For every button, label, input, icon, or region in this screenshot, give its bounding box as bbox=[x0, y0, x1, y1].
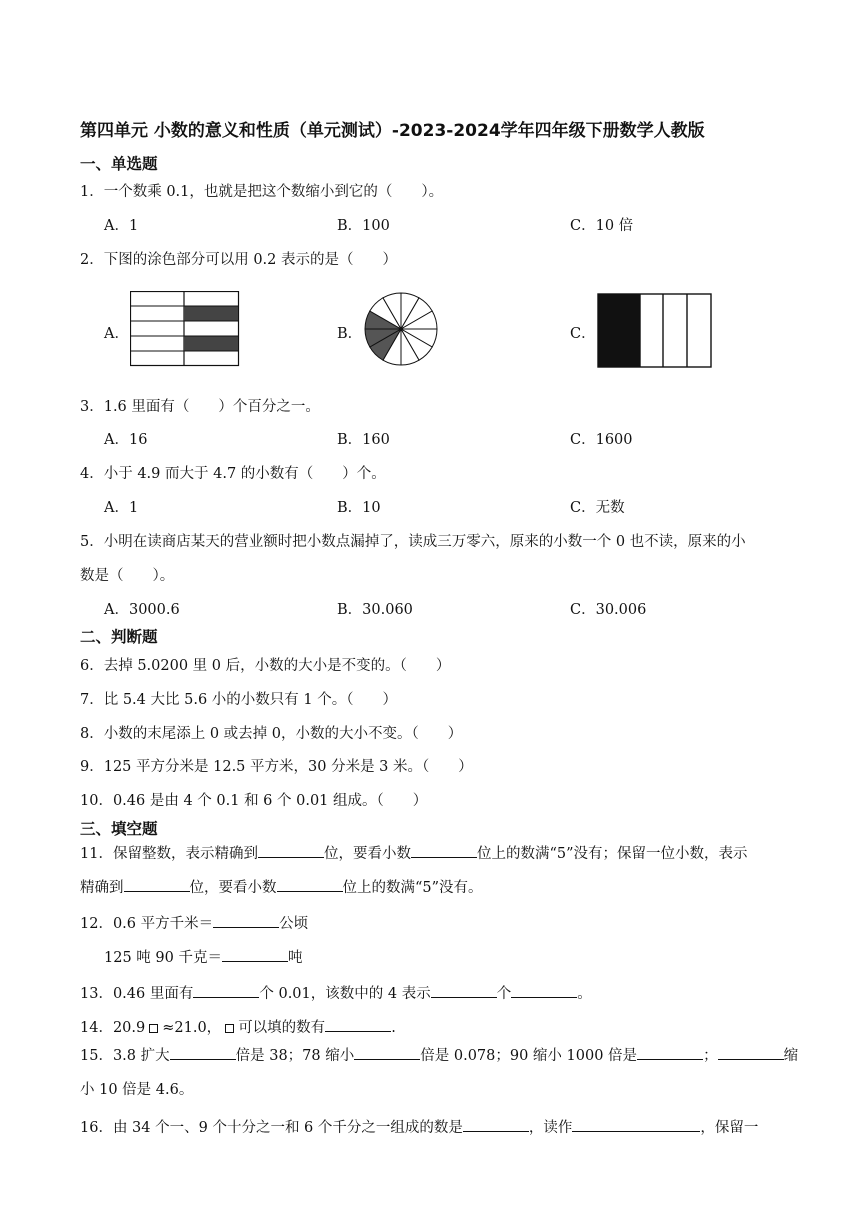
q11-blank-3[interactable] bbox=[124, 877, 190, 892]
q11-text-2: 位，要看小数 bbox=[323, 846, 411, 862]
q2-option-b[interactable]: B． bbox=[337, 326, 363, 342]
question-3: 3．1.6 里面有（ ）个百分之一。 bbox=[80, 399, 320, 415]
q15-blank-3[interactable] bbox=[637, 1045, 703, 1060]
q15-text-4: ； bbox=[703, 1048, 718, 1064]
q1-option-b[interactable]: B．100 bbox=[337, 218, 390, 234]
q15-text-5: 缩 bbox=[783, 1048, 799, 1064]
q3-option-a[interactable]: A．16 bbox=[104, 432, 148, 448]
q11-blank-1[interactable] bbox=[258, 843, 324, 858]
question-12-line-2 bbox=[104, 946, 302, 967]
circle-center-dot bbox=[399, 327, 403, 331]
question-6[interactable]: 6．去掉 5.0200 里 0 后，小数的大小是不变的。（ ） bbox=[80, 658, 451, 674]
question-9[interactable]: 9．125 平方分米是 12.5 平方米，30 分米是 3 米。（ ） bbox=[80, 759, 473, 775]
q14-text-3: 可以填的数有 bbox=[238, 1020, 326, 1036]
section-heading-true-false: 二、判断题 bbox=[80, 628, 158, 646]
q3-option-b[interactable]: B．160 bbox=[337, 432, 390, 448]
q16-text-1: 16．由 34 个一、9 个十分之一和 6 个千分之一组成的数是 bbox=[80, 1120, 463, 1136]
q15-text-6: 小 10 倍是 4.6。 bbox=[80, 1082, 194, 1098]
q13-text-1: 13．0.46 里面有 bbox=[80, 986, 194, 1002]
question-4: 4．小于 4.9 而大于 4.7 的小数有（ ）个。 bbox=[80, 466, 386, 482]
question-12-line-1 bbox=[80, 912, 308, 933]
q12-unit-2: 吨 bbox=[287, 950, 303, 966]
question-7[interactable]: 7．比 5.4 大比 5.6 小的小数只有 1 个。（ ） bbox=[80, 692, 397, 708]
q2-figure-a-grid bbox=[130, 291, 240, 367]
q13-blank-3[interactable] bbox=[511, 983, 577, 998]
q15-blank-2[interactable] bbox=[354, 1045, 420, 1060]
q15-text-1: 15．3.8 扩大 bbox=[80, 1048, 170, 1064]
question-13 bbox=[80, 982, 592, 1003]
q4-option-c[interactable]: C．无数 bbox=[570, 500, 625, 516]
q14-text-1: 14．20.9 bbox=[80, 1020, 146, 1036]
q2-option-a[interactable]: A． bbox=[104, 326, 129, 342]
q14-text-4: . bbox=[391, 1020, 396, 1036]
q13-blank-1[interactable] bbox=[193, 983, 259, 998]
q4-option-a[interactable]: A．1 bbox=[104, 500, 139, 516]
question-10[interactable]: 10．0.46 是由 4 个 0.1 和 6 个 0.01 组成。（ ） bbox=[80, 793, 428, 809]
q15-blank-1[interactable] bbox=[170, 1045, 236, 1060]
q11-text-4: 精确到 bbox=[80, 880, 124, 896]
q11-text-6: 位上的数满“5”没有。 bbox=[342, 880, 483, 896]
q16-blank-1[interactable] bbox=[463, 1117, 529, 1132]
q11-blank-4[interactable] bbox=[277, 877, 343, 892]
square-placeholder-icon bbox=[149, 1024, 158, 1033]
section-heading-single-choice: 一、单选题 bbox=[80, 155, 158, 173]
q11-text-1: 11．保留整数，表示精确到 bbox=[80, 846, 258, 862]
q15-text-3: 倍是 0.078；90 缩小 1000 倍是 bbox=[420, 1048, 638, 1064]
q3-option-c[interactable]: C．1600 bbox=[570, 432, 633, 448]
q15-text-2: 倍是 38；78 缩小 bbox=[235, 1048, 355, 1064]
question-1: 1．一个数乘 0.1，也就是把这个数缩小到它的（ ）。 bbox=[80, 184, 444, 200]
question-8[interactable]: 8．小数的末尾添上 0 或去掉 0，小数的大小不变。（ ） bbox=[80, 726, 463, 742]
question-2: 2．下图的涂色部分可以用 0.2 表示的是（ ） bbox=[80, 252, 398, 268]
q16-text-3: ，保留一 bbox=[700, 1120, 759, 1136]
q14-blank-1[interactable] bbox=[325, 1017, 391, 1032]
q12-text-2: 125 吨 90 千克＝ bbox=[104, 950, 222, 966]
question-14 bbox=[80, 1016, 396, 1037]
q12-blank-1[interactable] bbox=[213, 913, 279, 928]
question-15 bbox=[80, 1039, 810, 1107]
q13-text-3: 个 bbox=[496, 986, 512, 1002]
q12-blank-2[interactable] bbox=[222, 947, 288, 962]
q12-unit-1: 公顷 bbox=[279, 916, 309, 932]
q11-blank-2[interactable] bbox=[411, 843, 477, 858]
q13-text-2: 个 0.01，该数中的 4 表示 bbox=[259, 986, 431, 1002]
q15-blank-4[interactable] bbox=[718, 1045, 784, 1060]
page-title: 第四单元 小数的意义和性质（单元测试）-2023-2024学年四年级下册数学人教版 bbox=[80, 121, 705, 141]
section-heading-fill-blank: 三、填空题 bbox=[80, 820, 158, 838]
question-5-line-1: 5．小明在读商店某天的营业额时把小数点漏掉了，读成三万零六，原来的小数一个 0 也不读，原来的小 bbox=[80, 534, 746, 550]
question-11 bbox=[80, 837, 810, 905]
q16-text-2: ，读作 bbox=[528, 1120, 573, 1136]
q4-option-b[interactable]: B．10 bbox=[337, 500, 381, 516]
square-placeholder-icon bbox=[225, 1024, 234, 1033]
q5-option-a[interactable]: A．3000.6 bbox=[104, 602, 180, 618]
question-16 bbox=[80, 1116, 758, 1137]
q14-text-2: ≈21.0， bbox=[162, 1020, 222, 1036]
q5-option-b[interactable]: B．30.060 bbox=[337, 602, 413, 618]
q2-figure-b-circle bbox=[362, 290, 440, 368]
q16-blank-2[interactable] bbox=[572, 1117, 700, 1132]
q13-blank-2[interactable] bbox=[431, 983, 497, 998]
q2-option-c[interactable]: C． bbox=[570, 326, 596, 342]
q12-text-1: 12．0.6 平方千米＝ bbox=[80, 916, 214, 932]
q1-option-a[interactable]: A．1 bbox=[104, 218, 139, 234]
q11-text-5: 位，要看小数 bbox=[189, 880, 277, 896]
q5-option-c[interactable]: C．30.006 bbox=[570, 602, 647, 618]
q11-text-3: 位上的数满“5”没有；保留一位小数，表示 bbox=[476, 846, 748, 862]
q2-figure-c-strips bbox=[597, 293, 713, 369]
q1-option-c[interactable]: C．10 倍 bbox=[570, 218, 634, 234]
q13-text-4: 。 bbox=[577, 986, 592, 1002]
question-5-line-2: 数是（ ）。 bbox=[80, 568, 175, 584]
